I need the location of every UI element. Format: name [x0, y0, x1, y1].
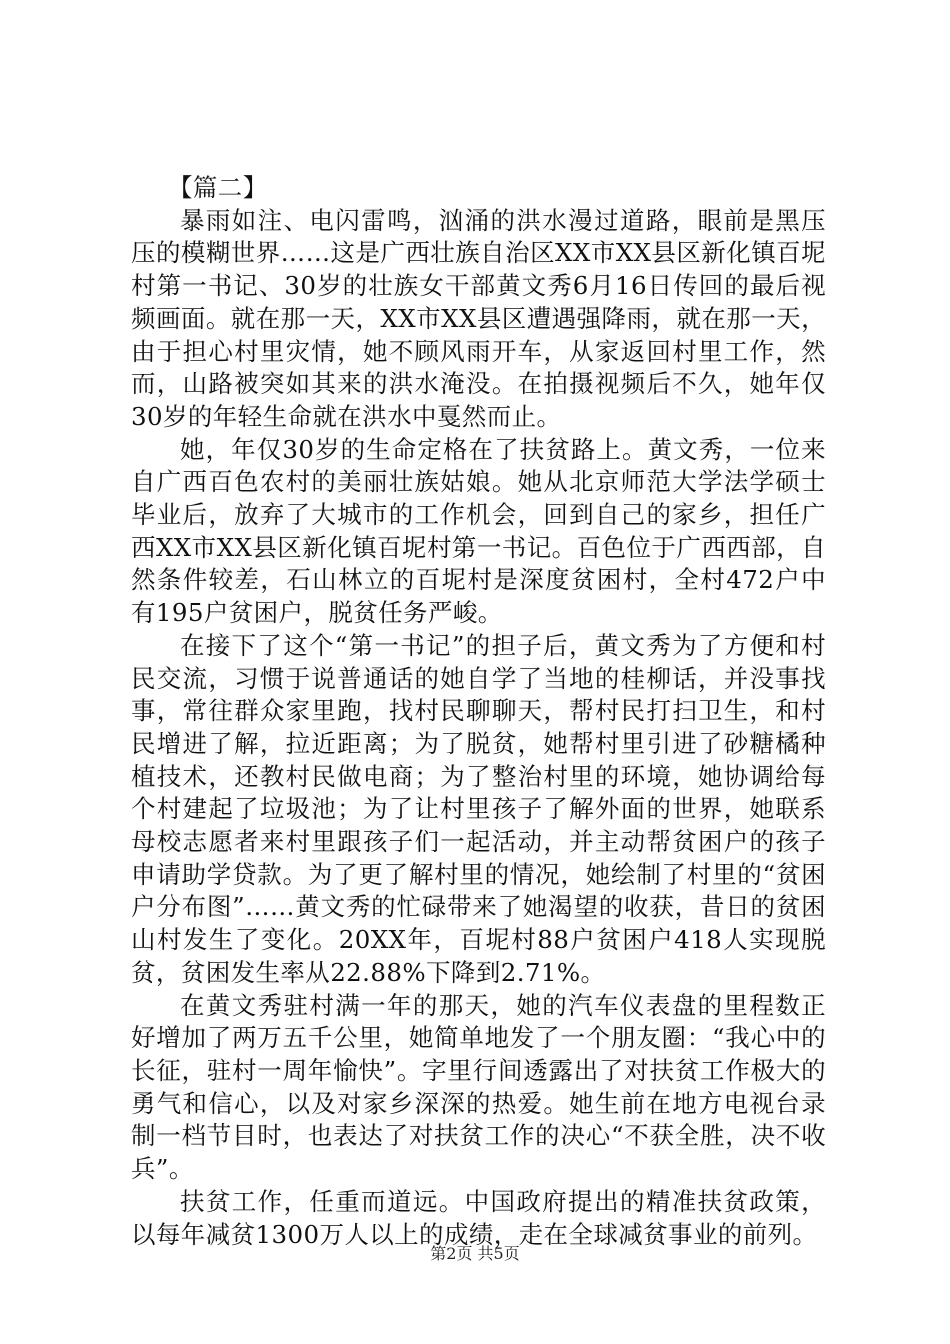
paragraph-2: 她，年仅30岁的生命定格在了扶贫路上。黄文秀，一位来自广西百色农村的美丽壮族姑娘。她从北京师范大学法学硕士毕业后，放弃了大城市的工作机会，回到自己的家乡，担任广西XX市XX县区新化镇百坭村第一书记。百色位于广西西部，自然条件较差，石山林立的百坭村是深度贫困村，全村472户中有195户贫困户，脱贫任务严峻。 [131, 434, 826, 628]
section-heading: 【篇二】 [168, 173, 268, 202]
document-body [131, 172, 826, 1251]
paragraph-1: 暴雨如注、电闪雷鸣，汹涌的洪水漫过道路，眼前是黑压压的模糊世界……这是广西壮族自治区XX市XX县区新化镇百坭村第一书记、30岁的壮族女干部黄文秀6月16日传回的最后视频画面。就在那一天，XX市XX县区遭遇强降雨，就在那一天，由于担心村里灾情，她不顾风雨开车，从家返回村里工作，然而，山路被突如其来的洪水淹没。在拍摄视频后不久，她年仅30岁的年轻生命就在洪水中戛然而止。 [131, 205, 826, 431]
page-footer: 第2页 共5页 [430, 1244, 520, 1263]
paragraph-5: 扶贫工作，任重而道远。中国政府提出的精准扶贫政策，以每年减贫1300万人以上的成绩，走在全球减贫事业的前列。 [131, 1186, 826, 1249]
paragraph-3: 在接下了这个“第一书记”的担子后，黄文秀为了方便和村民交流，习惯于说普通话的她自学了当地的桂柳话，并没事找事，常往群众家里跑，找村民聊聊天，帮村民打扫卫生，和村民增进了解，拉近距离；为了脱贫，她帮村里引进了砂糖橘种植技术，还教村民做电商；为了整治村里的环境，她协调给每个村建起了垃圾池；为了让村里孩子了解外面的世界，她联系母校志愿者来村里跟孩子们一起活动，并主动帮贫困户的孩子申请助学贷款。为了更了解村里的情况，她绘制了村里的“贫困户分布图”……黄文秀的忙碌带来了她渴望的收获，昔日的贫困山村发生了变化。20XX年，百坭村88户贫困户418人实现脱贫，贫困发生率从22.88%下降到2.71%。 [131, 630, 826, 987]
paragraph-4: 在黄文秀驻村满一年的那天，她的汽车仪表盘的里程数正好增加了两万五千公里，她简单地发了一个朋友圈：“我心中的长征，驻村一周年愉快”。字里行间透露出了对扶贫工作极大的勇气和信心，以及对家乡深深的热爱。她生前在地方电视台录制一档节目时，也表达了对扶贫工作的决心“不获全胜，决不收兵”。 [131, 990, 826, 1184]
